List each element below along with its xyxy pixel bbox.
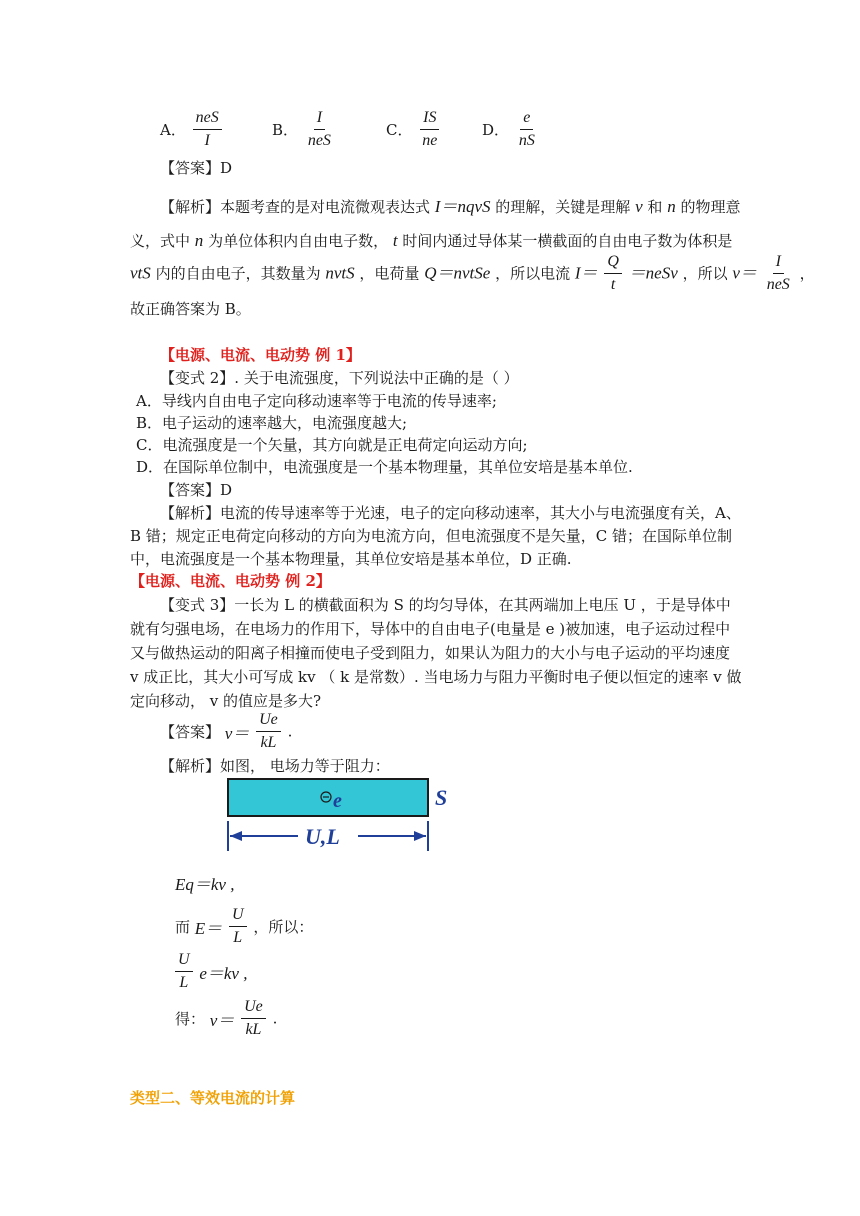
example-1-analysis-line-2: B 错；规定正电荷定向移动的方向为电流方向，但电流强度不是矢量，C 错；在国际单位制 [130,527,733,545]
q1-analysis-line-2: 义，式中 n 为单位体积内自由电子数， t 时间内通过导体某一横截面的自由电子数为体积是 [130,231,733,250]
equation-result: 得： v＝ $\frac{Ue}{kL}$ . [175,998,278,1038]
substituted-fraction: $\frac{U}{L}$ [175,950,193,993]
velocity-fraction: $\frac{I}{\text{neS}}$ [766,253,790,293]
example-1-choice-a: A．导线内自由电子定向移动速率等于电流的传导速率; [136,392,497,410]
example-1-answer: 【答案】D [160,481,233,499]
equation-field: 而 E＝ $\frac{U}{L}$ ，所以： [175,906,314,946]
example-2-analysis-intro: 【解析】如图， 电场力等于阻力： [160,757,390,775]
area-label: S [435,785,448,810]
option-c [386,108,442,151]
option-fraction: $\frac{\text{neS}}{I}$ [193,108,222,151]
example-2-answer: 【答案】 v＝ $\frac{Ue}{kL}$ . [160,711,293,751]
example-2-question-line-3: 又与做热运动的阳离子相撞而使电子受到阻力，如果认为阻力的大小与电子运动的平均速度 [130,644,731,662]
example-1-heading: 【电源、电流、电动势 例 1】 [160,346,361,364]
conductor-figure [220,775,470,855]
section-title: 类型二、等效电流的计算 [130,1089,296,1107]
option-label: C． [386,121,413,139]
example-1-choice-b: B．电子运动的速率越大，电流强度越大; [136,414,408,432]
example-1-choice-c: C．电流强度是一个矢量，其方向就是正电荷定向运动方向; [136,436,528,454]
option-label: A． [160,121,186,139]
electron-label: e [333,790,342,812]
option-d [482,108,540,151]
option-fraction: $\frac{IS}{ne}$ [419,108,440,151]
q1-analysis-line-1: 【解析】本题考查的是对电流微观表达式 I＝nqvS 的理解，关键是理解 v 和 n 的物理意 [160,197,741,216]
field-fraction: $\frac{U}{L}$ [229,905,247,948]
example-1-analysis-line-3: 中，电流强度是一个基本物理量，其单位安培是基本单位，D 正确. [130,550,572,568]
q1-analysis-line-3: vtS 内的自由电子，其数量为 nvtS ，电荷量 Q＝nvtSe ，所以电流 I＝ $\frac{Q}{t}$ ＝neSv ，所以 v＝ $\frac{I}{\text{neS}}$ ， [130,253,815,293]
option-label: B． [272,121,299,139]
example-1-question: 【变式 2】. 关于电流强度，下列说法中正确的是（ ） [160,369,519,387]
example-2-question-line-5: 定向移动， v 的值应是多大? [130,692,322,710]
option-label: D． [482,121,510,139]
example-1-analysis-line-1: 【解析】电流的传导速率等于光速，电子的定向移动速率，其大小与电流强度有关，A、 [160,504,741,522]
q1-analysis-line-4: 故正确答案为 B。 [130,300,251,318]
option-b [272,108,336,151]
dimension-label: U,L [305,824,340,849]
option-fraction: $\frac{e}{nS}$ [518,109,535,149]
equation-substituted: $\frac{U}{L}$ e＝kv , [175,950,247,993]
arrow-head-right-icon [414,831,426,841]
option-fraction: $\frac{I}{\text{neS}}$ [307,109,331,149]
option-a [160,108,224,151]
answer-fraction: $\frac{Ue}{kL}$ [256,710,281,753]
result-fraction: $\frac{Ue}{kL}$ [241,997,266,1040]
q1-answer: 【答案】D [160,159,233,177]
example-2-heading: 【电源、电流、电动势 例 2】 [130,572,331,590]
current-fraction: $\frac{Q}{t}$ [604,252,622,295]
arrow-head-left-icon [230,831,242,841]
example-1-choice-d: D．在国际单位制中，电流强度是一个基本物理量，其单位安培是基本单位. [136,458,633,476]
equation-force-balance: Eq＝kv , [175,875,235,894]
example-2-question-line-2: 就有匀强电场，在电场力的作用下，导体中的自由电子(电量是 e )被加速，电子运动过程中 [130,620,731,638]
example-2-question-line-1: 【变式 3】一长为 L 的横截面积为 S 的均匀导体，在其两端加上电压 U ，于是导体中 [160,596,731,614]
example-2-question-line-4: v 成正比，其大小可写成 kv （ k 是常数）. 当电场力与阻力平衡时电子便以恒定的速率 v 做 [130,668,742,686]
